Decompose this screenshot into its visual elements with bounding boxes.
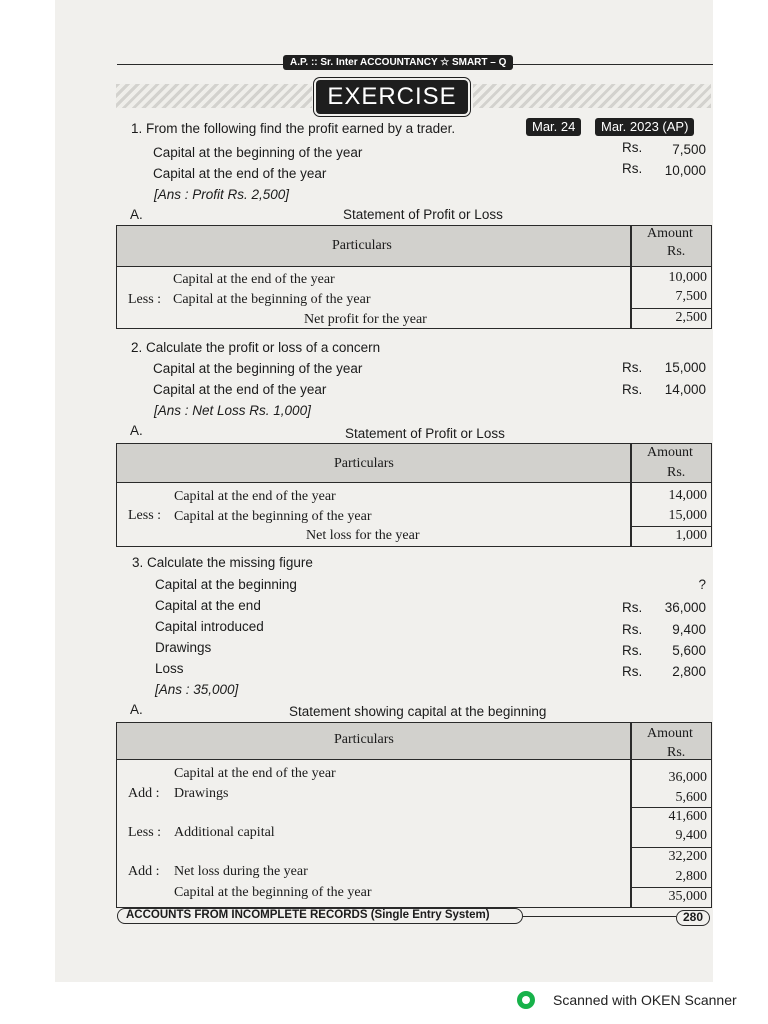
q3-row-text: Capital at the end of the year xyxy=(174,766,336,781)
q3-col-amount: Amount xyxy=(647,726,693,741)
oken-scanner-logo-icon xyxy=(517,991,535,1009)
q2-statement-title: Statement of Profit or Loss xyxy=(345,426,505,441)
q3-row-amount: 32,200 xyxy=(668,849,707,864)
q3-table-header xyxy=(117,723,711,760)
q1-line-value: 10,000 xyxy=(664,163,706,178)
q2-line-currency: Rs. xyxy=(622,360,643,375)
q2-line-currency: Rs. xyxy=(622,382,643,397)
q1-row-text: Net profit for the year xyxy=(304,312,427,327)
q1-total-line xyxy=(630,308,711,309)
q1-row-prefix: Less : xyxy=(128,292,162,307)
q3-row-amount: 2,800 xyxy=(675,869,707,884)
q3-subtotal-line xyxy=(630,847,711,848)
q2-a-label: A. xyxy=(130,423,143,438)
q3-line-currency: Rs. xyxy=(622,664,643,679)
q2-row-text: Capital at the end of the year xyxy=(174,489,336,504)
exercise-title: EXERCISE xyxy=(316,80,468,114)
q1-table-header xyxy=(117,226,711,267)
q3-line-currency: Rs. xyxy=(622,643,643,658)
question-2-text: 2. Calculate the profit or loss of a concern xyxy=(131,340,381,355)
q1-line-value: 7,500 xyxy=(672,142,706,157)
q1-line-currency: Rs. xyxy=(622,161,643,176)
q3-row-amount: 41,600 xyxy=(668,809,707,824)
decorative-pattern-right xyxy=(473,84,711,108)
q2-line-label: Capital at the end of the year xyxy=(153,382,327,397)
q2-column-divider xyxy=(630,444,632,546)
q3-subtotal-line xyxy=(630,807,711,808)
q3-row-amount: 35,000 xyxy=(668,889,707,904)
q1-line-label: Capital at the beginning of the year xyxy=(153,145,363,160)
q1-row-amount: 2,500 xyxy=(675,310,707,325)
q2-col-unit: Rs. xyxy=(667,465,686,480)
q2-line-label: Capital at the beginning of the year xyxy=(153,361,363,376)
q3-line-label: Capital introduced xyxy=(155,619,264,634)
q3-row-text: Net loss during the year xyxy=(174,864,308,879)
q2-row-text: Capital at the beginning of the year xyxy=(174,509,372,524)
question-3-text: 3. Calculate the missing figure xyxy=(132,555,313,570)
q3-row-amount: 9,400 xyxy=(675,828,707,843)
q3-row-text: Capital at the beginning of the year xyxy=(174,885,372,900)
q3-line-value: 36,000 xyxy=(664,600,706,615)
q3-column-divider xyxy=(630,723,632,907)
q2-row-amount: 1,000 xyxy=(675,528,707,543)
q3-line-label: Loss xyxy=(155,661,184,676)
q2-col-amount: Amount xyxy=(647,445,693,460)
q1-statement-table xyxy=(116,225,712,329)
q3-line-label: Capital at the end xyxy=(155,598,261,613)
q2-row-prefix: Less : xyxy=(128,508,162,523)
q3-line-label: Drawings xyxy=(155,640,212,655)
q2-row-text: Net loss for the year xyxy=(306,528,420,543)
q1-row-amount: 7,500 xyxy=(675,289,707,304)
q3-row-prefix: Add : xyxy=(128,786,160,801)
q2-statement-table xyxy=(116,443,712,547)
scanner-watermark-text: Scanned with OKEN Scanner xyxy=(553,992,737,1008)
q3-line-value: 2,800 xyxy=(672,664,706,679)
q2-line-value: 14,000 xyxy=(664,382,706,397)
q1-col-particulars: Particulars xyxy=(332,238,392,253)
q1-column-divider xyxy=(630,226,632,328)
q3-line-currency: Rs. xyxy=(622,622,643,637)
q3-row-prefix: Add : xyxy=(128,864,160,879)
q1-answer: [Ans : Profit Rs. 2,500] xyxy=(154,187,290,202)
q3-line-label: Capital at the beginning xyxy=(155,577,297,592)
exam-badge-mar24: Mar. 24 xyxy=(526,118,581,136)
q2-row-amount: 15,000 xyxy=(668,508,707,523)
page-edge xyxy=(713,0,768,982)
page-number: 280 xyxy=(676,910,710,926)
q2-total-line xyxy=(630,526,711,527)
q1-col-amount: Amount xyxy=(647,226,693,241)
q2-col-particulars: Particulars xyxy=(334,456,394,471)
q3-line-value: ? xyxy=(698,577,706,592)
q1-a-label: A. xyxy=(130,207,143,222)
q3-line-currency: Rs. xyxy=(622,600,643,615)
q2-table-header xyxy=(117,444,711,483)
header-tag: A.P. :: Sr. Inter ACCOUNTANCY ☆ SMART – Q xyxy=(283,55,513,70)
exam-badge-mar2023: Mar. 2023 (AP) xyxy=(595,118,694,136)
q1-line-currency: Rs. xyxy=(622,140,643,155)
footer-rule xyxy=(523,916,676,917)
q3-row-amount: 5,600 xyxy=(675,790,707,805)
question-1-text: 1. From the following find the profit earned by a trader. xyxy=(131,121,456,136)
decorative-pattern-left xyxy=(116,84,312,108)
q3-answer: [Ans : 35,000] xyxy=(155,682,239,697)
q3-col-particulars: Particulars xyxy=(334,732,394,747)
q3-a-label: A. xyxy=(130,702,143,717)
q1-col-unit: Rs. xyxy=(667,244,686,259)
q3-row-text: Drawings xyxy=(174,786,229,801)
q3-row-amount: 36,000 xyxy=(668,770,707,785)
q3-statement-table xyxy=(116,722,712,908)
q3-total-line xyxy=(630,887,711,888)
q3-row-prefix: Less : xyxy=(128,825,162,840)
q3-line-value: 9,400 xyxy=(672,622,706,637)
q1-row-amount: 10,000 xyxy=(668,270,707,285)
q1-row-text: Capital at the end of the year xyxy=(173,272,335,287)
q3-col-unit: Rs. xyxy=(667,745,686,760)
q3-statement-title: Statement showing capital at the beginning xyxy=(289,704,547,719)
q3-row-text: Additional capital xyxy=(174,825,275,840)
q1-row-text: Capital at the beginning of the year xyxy=(173,292,371,307)
q1-line-label: Capital at the end of the year xyxy=(153,166,327,181)
q3-line-value: 5,600 xyxy=(672,643,706,658)
q2-line-value: 15,000 xyxy=(664,360,706,375)
q2-answer: [Ans : Net Loss Rs. 1,000] xyxy=(154,403,311,418)
q1-statement-title: Statement of Profit or Loss xyxy=(343,207,503,222)
q2-row-amount: 14,000 xyxy=(668,488,707,503)
chapter-footer: ACCOUNTS FROM INCOMPLETE RECORDS (Single Entry System) xyxy=(117,908,523,924)
